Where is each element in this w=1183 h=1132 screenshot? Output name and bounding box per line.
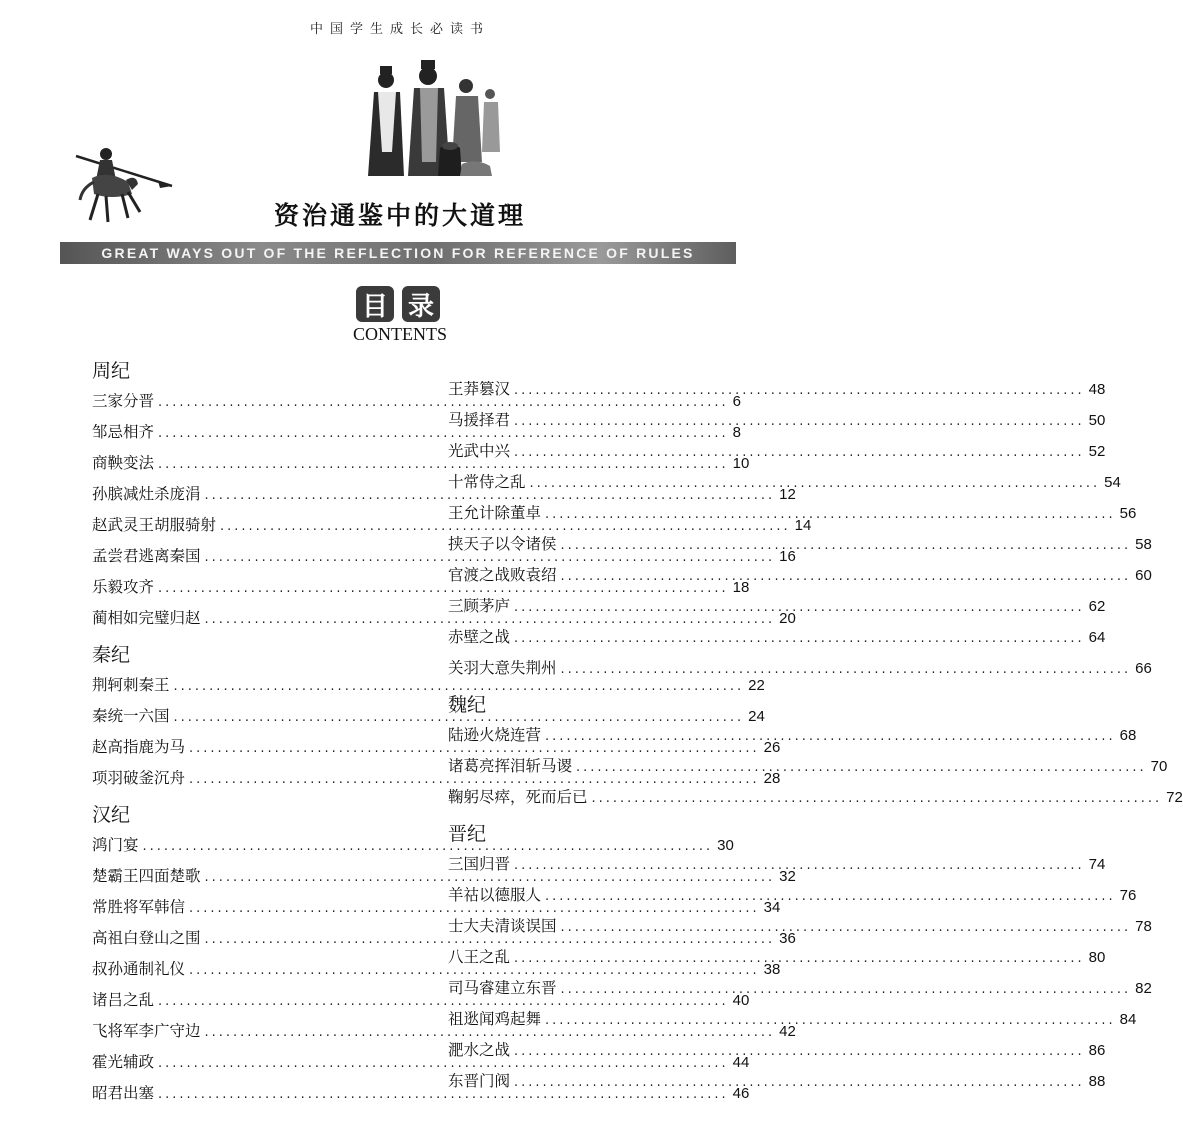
toc-entry-title: 赵高指鹿为马 [92, 738, 186, 756]
dot-leader: ................................................................................ [514, 631, 1085, 646]
toc-entry[interactable] [448, 560, 1152, 591]
toc-entry-title: 士大夫清谈误国 [448, 917, 557, 935]
dot-leader: ................................................................................ [189, 901, 760, 916]
toc-entry-page: 32 [779, 868, 796, 885]
dot-leader: ................................................................................ [560, 569, 1132, 584]
toc-entry[interactable] [448, 436, 1106, 467]
dot-leader: ................................................................................ [158, 1056, 729, 1071]
toc-entry-title: 孟尝君逃离秦国 [92, 547, 201, 565]
toc-entry-page: 64 [1088, 629, 1106, 646]
toc-entry-page: 10 [732, 455, 750, 472]
toc-entry-page: 22 [748, 677, 765, 694]
toc-entry-title: 楚霸王四面楚歌 [92, 867, 201, 885]
toc-entry-title: 关羽大意失荆州 [448, 659, 557, 677]
toc-entry-page: 38 [763, 961, 781, 978]
dot-leader: ................................................................................ [514, 951, 1085, 966]
dot-leader: ................................................................................ [189, 741, 760, 756]
section-title: 汉纪 [92, 804, 131, 826]
toc-entry-title: 常胜将军韩信 [92, 898, 186, 916]
toc-entry-page: 12 [779, 486, 796, 503]
dot-leader: ................................................................................ [158, 581, 729, 596]
section-title: 魏纪 [448, 694, 487, 716]
toc-entry-title: 诸葛亮挥泪斩马谡 [448, 757, 573, 775]
toc-entry-page: 42 [779, 1023, 796, 1040]
toc-entry-page: 82 [1135, 980, 1152, 997]
toc-entry-page: 20 [779, 610, 796, 627]
toc-entry-page: 84 [1119, 1011, 1137, 1028]
mulu-char-1: 目 [356, 286, 394, 322]
dot-leader: ................................................................................ [189, 772, 760, 787]
toc-entry-page: 58 [1135, 536, 1152, 553]
toc-entry-page: 36 [779, 930, 796, 947]
toc-entry-page: 40 [732, 992, 750, 1009]
toc-entry[interactable] [448, 653, 1152, 684]
dot-leader: ................................................................................ [204, 488, 776, 503]
dot-leader: ................................................................................ [576, 760, 1147, 775]
toc-entry-title: 霍光辅政 [92, 1053, 155, 1071]
toc-entry-title: 项羽破釜沉舟 [92, 769, 186, 787]
toc-entry[interactable] [448, 374, 1106, 405]
toc-entry-title: 商鞅变法 [92, 454, 155, 472]
toc-entry[interactable] [448, 622, 1106, 653]
toc-entry[interactable] [448, 405, 1106, 436]
contents-label: CONTENTS [353, 324, 447, 344]
toc-entry-title: 挟天子以令诸侯 [448, 535, 557, 553]
dot-leader: ................................................................................ [220, 519, 791, 534]
toc-entry-title: 三家分晋 [92, 392, 155, 410]
dot-leader: ................................................................................ [514, 1075, 1085, 1090]
toc-entry[interactable] [448, 1066, 1106, 1097]
toc-entry-page: 46 [732, 1085, 750, 1102]
mulu-char-2: 录 [402, 286, 440, 322]
toc-entry-page: 26 [763, 739, 781, 756]
book-title: 资治通鉴中的大道理 [273, 201, 526, 230]
toc-entry-title: 王允计除董卓 [448, 504, 542, 522]
mulu-heading [356, 286, 448, 322]
toc-entry-page: 30 [717, 837, 734, 854]
toc-entry-title: 叔孙通制礼仪 [92, 960, 186, 978]
toc-entry-title: 蔺相如完璧归赵 [92, 609, 201, 627]
dot-leader: ................................................................................ [173, 679, 745, 694]
dot-leader: ................................................................................ [514, 858, 1085, 873]
toc-entry-page: 50 [1088, 412, 1106, 429]
dot-leader: ................................................................................ [158, 994, 729, 1009]
dot-leader: ................................................................................ [560, 662, 1132, 677]
toc-entry-page: 86 [1088, 1042, 1106, 1059]
toc-entry-title: 乐毅攻齐 [92, 578, 155, 596]
dot-leader: ................................................................................ [158, 1087, 729, 1102]
toc-entry-page: 48 [1088, 381, 1106, 398]
subtitle-banner [60, 242, 736, 264]
dot-leader: ................................................................................ [560, 920, 1132, 935]
toc-entry-title: 八王之乱 [448, 948, 511, 966]
toc-entry-page: 74 [1088, 856, 1106, 873]
toc-entry-title: 官渡之战败袁绍 [448, 566, 557, 584]
toc-entry-title: 鞠躬尽瘁，死而后已 [448, 788, 588, 806]
dot-leader: ................................................................................ [545, 507, 1116, 522]
toc-entry-title: 祖逖闻鸡起舞 [448, 1010, 542, 1028]
dot-leader: ................................................................................ [560, 538, 1132, 553]
dot-leader: ................................................................................ [204, 932, 776, 947]
dot-leader: ................................................................................ [204, 612, 776, 627]
toc-entry-page: 80 [1088, 949, 1106, 966]
toc-entry-page: 8 [732, 424, 741, 441]
dot-leader: ................................................................................ [591, 791, 1163, 806]
dot-leader: ................................................................................ [545, 1013, 1116, 1028]
section-title: 周纪 [92, 360, 131, 382]
toc-entry-title: 淝水之战 [448, 1041, 511, 1059]
dot-leader: ................................................................................ [204, 550, 776, 565]
toc-entry-title: 荆轲刺秦王 [92, 676, 170, 694]
toc-entry-page: 18 [732, 579, 750, 596]
toc-entry[interactable] [92, 670, 765, 701]
toc-entry-title: 司马睿建立东晋 [448, 979, 557, 997]
toc-entry[interactable] [448, 973, 1152, 1004]
dot-leader: ................................................................................ [204, 870, 776, 885]
toc-entry-title: 三国归晋 [448, 855, 511, 873]
toc-entry-title: 高祖白登山之围 [92, 929, 201, 947]
toc-entry-title: 秦统一六国 [92, 707, 170, 725]
toc-entry-page: 44 [732, 1054, 750, 1071]
toc-entry-title: 飞将军李广守边 [92, 1022, 201, 1040]
toc-entry-title: 马援择君 [448, 411, 511, 429]
toc-entry-title: 东晋门阀 [448, 1072, 511, 1090]
toc-entry-page: 70 [1150, 758, 1168, 775]
dot-leader: ................................................................................ [189, 963, 760, 978]
toc-entry-page: 78 [1135, 918, 1152, 935]
toc-entry-page: 88 [1088, 1073, 1106, 1090]
dot-leader: ................................................................................ [158, 395, 729, 410]
toc-entry-page: 68 [1119, 727, 1137, 744]
section-title: 秦纪 [92, 644, 131, 666]
toc-entry-page: 16 [779, 548, 796, 565]
toc-entry[interactable] [448, 782, 1183, 813]
dot-leader: ................................................................................ [158, 426, 729, 441]
dot-leader: ................................................................................ [545, 889, 1116, 904]
toc-entry-title: 十常侍之乱 [448, 473, 526, 491]
toc-entry-title: 三顾茅庐 [448, 597, 511, 615]
toc-entry-page: 52 [1088, 443, 1106, 460]
toc-entry-page: 62 [1088, 598, 1106, 615]
toc-entry-page: 28 [763, 770, 781, 787]
toc-entry-title: 昭君出塞 [92, 1084, 155, 1102]
toc-entry-title: 孙膑减灶杀庞涓 [92, 485, 201, 503]
toc-entry-title: 赤壁之战 [448, 628, 511, 646]
toc-entry-title: 羊祜以德服人 [448, 886, 542, 904]
dot-leader: ................................................................................ [173, 710, 745, 725]
section-title: 晋纪 [448, 823, 487, 845]
toc-entry-page: 66 [1135, 660, 1152, 677]
dot-leader: ................................................................................ [514, 1044, 1085, 1059]
toc-entry-title: 鸿门宴 [92, 836, 139, 854]
dot-leader: ................................................................................ [158, 457, 729, 472]
toc-entry-page: 24 [748, 708, 765, 725]
toc-entry-page: 34 [763, 899, 781, 916]
toc-entry[interactable] [448, 1035, 1106, 1066]
toc-entry-page: 72 [1166, 789, 1183, 806]
toc-entry-title: 赵武灵王胡服骑射 [92, 516, 217, 534]
toc-entry-page: 54 [1104, 474, 1121, 491]
toc-entry-page: 60 [1135, 567, 1152, 584]
dot-leader: ................................................................................ [514, 600, 1085, 615]
dot-leader: ................................................................................ [529, 476, 1101, 491]
dot-leader: ................................................................................ [545, 729, 1116, 744]
toc-entry-page: 6 [732, 393, 741, 410]
dot-leader: ................................................................................ [514, 414, 1085, 429]
toc-entry-title: 陆逊火烧连营 [448, 726, 542, 744]
dot-leader: ................................................................................ [514, 383, 1085, 398]
dot-leader: ................................................................................ [142, 839, 714, 854]
dot-leader: ................................................................................ [514, 445, 1085, 460]
toc-entry-page: 14 [794, 517, 812, 534]
toc-entry-page: 76 [1119, 887, 1137, 904]
toc-entry-title: 邹忌相齐 [92, 423, 155, 441]
dot-leader: ................................................................................ [204, 1025, 776, 1040]
toc-entry-title: 光武中兴 [448, 442, 511, 460]
ancient-figures-illustration [366, 52, 500, 180]
toc-entry-page: 56 [1119, 505, 1137, 522]
series-title: 中国学生成长必读书 [309, 22, 490, 37]
toc-entry-title: 王莽篡汉 [448, 380, 511, 398]
banner-text: GREAT WAYS OUT OF THE REFLECTION FOR REFERENCE OF RULES [101, 245, 695, 261]
toc-entry-title: 诸吕之乱 [92, 991, 155, 1009]
dot-leader: ................................................................................ [560, 982, 1132, 997]
